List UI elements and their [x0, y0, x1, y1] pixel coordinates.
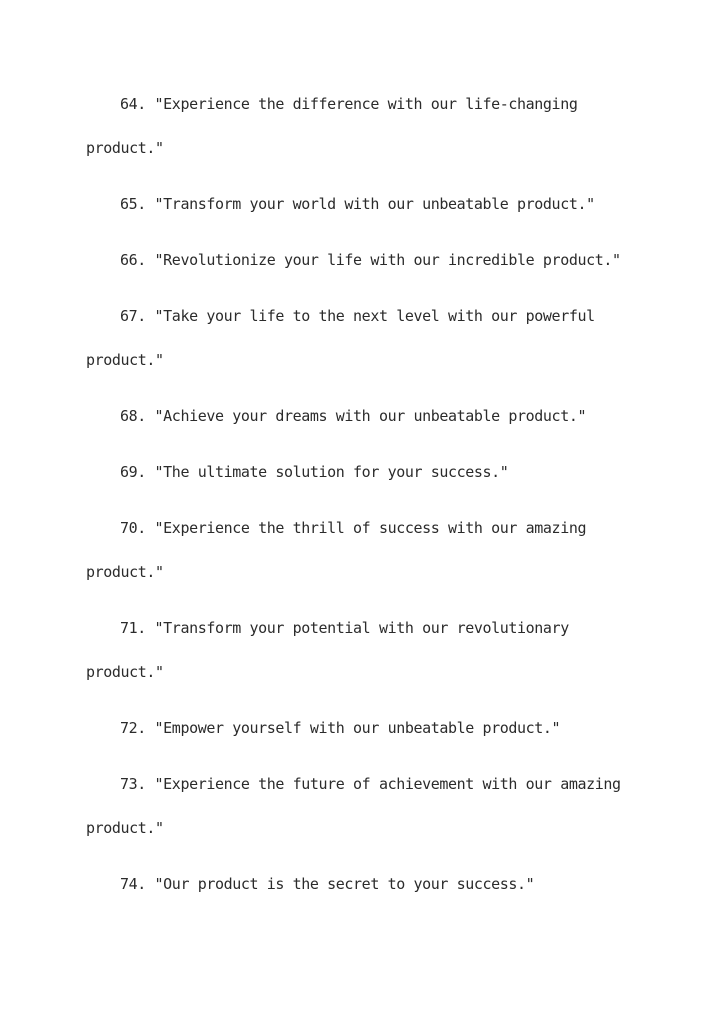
item-text: "The ultimate solution for your success." [154, 463, 509, 481]
list-item [86, 862, 631, 906]
list-item [86, 762, 631, 850]
item-number: 64. [120, 95, 146, 113]
slogan-list [86, 82, 631, 918]
list-item [86, 294, 631, 382]
item-number: 70. [120, 519, 146, 537]
item-text: "Empower yourself with our unbeatable product." [154, 719, 561, 737]
item-text: "Transform your world with our unbeatable product." [154, 195, 595, 213]
item-number: 69. [120, 463, 146, 481]
list-item [86, 394, 631, 438]
list-item [86, 450, 631, 494]
item-text: "Achieve your dreams with our unbeatable product." [154, 407, 587, 425]
list-item [86, 706, 631, 750]
item-number: 73. [120, 775, 146, 793]
item-text: "Experience the thrill of success with our amazing product." [86, 519, 587, 581]
item-number: 66. [120, 251, 146, 269]
item-text: "Experience the future of achievement with our amazing product." [86, 775, 621, 837]
list-item [86, 82, 631, 170]
item-text: "Experience the difference with our life-changing product." [86, 95, 578, 157]
item-number: 65. [120, 195, 146, 213]
item-number: 72. [120, 719, 146, 737]
item-text: "Take your life to the next level with our powerful product." [86, 307, 595, 369]
list-item [86, 182, 631, 226]
item-number: 74. [120, 875, 146, 893]
list-item [86, 606, 631, 694]
list-item [86, 238, 631, 282]
item-text: "Revolutionize your life with our incredible product." [154, 251, 621, 269]
list-item [86, 506, 631, 594]
item-number: 68. [120, 407, 146, 425]
item-text: "Transform your potential with our revolutionary product." [86, 619, 569, 681]
item-number: 71. [120, 619, 146, 637]
item-number: 67. [120, 307, 146, 325]
item-text: "Our product is the secret to your success." [154, 875, 535, 893]
